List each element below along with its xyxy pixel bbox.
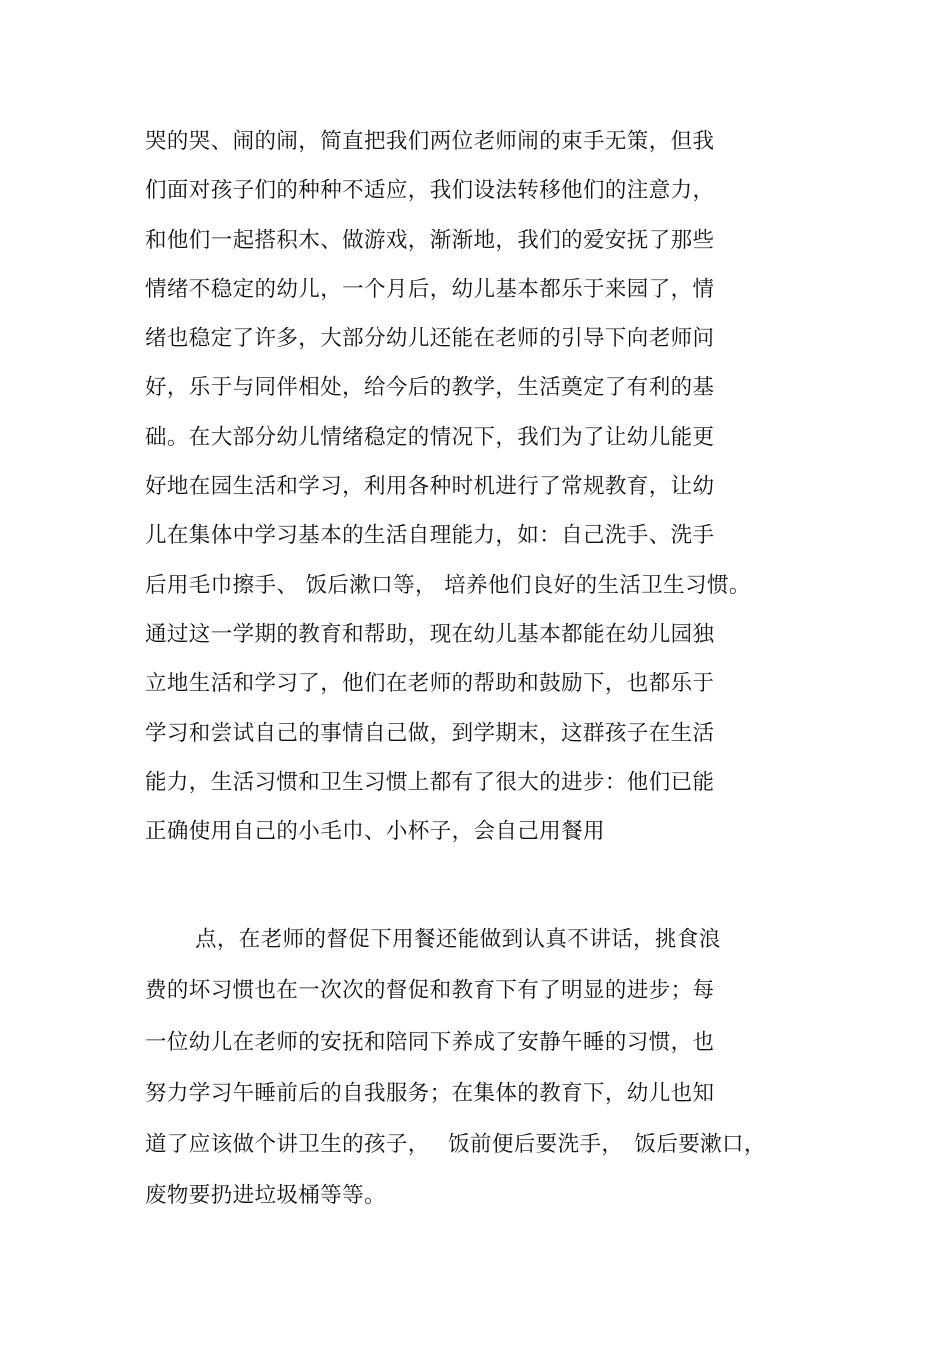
paragraph-1 bbox=[145, 124, 825, 863]
text-line: 绪也稳定了许多，大部分幼儿还能在老师的引导下向老师问 bbox=[145, 326, 715, 352]
text-line: 情绪不稳定的幼儿，一个月后，幼儿基本都乐于来园了，情 bbox=[145, 276, 715, 302]
text-line: 好地在园生活和学习，利用各种时机进行了常规教育，让幼 bbox=[145, 474, 715, 500]
text-line: 努力学习午睡前后的自我服务；在集体的教育下，幼儿也知 bbox=[145, 1080, 715, 1106]
text-line: 学习和尝试自己的事情自己做，到学期末，这群孩子在生活 bbox=[145, 720, 715, 746]
text-line: 好，乐于与同伴相处，给今后的教学，生活奠定了有利的基 bbox=[145, 375, 715, 401]
text-line: 立地生活和学习了，他们在老师的帮助和鼓励下，也都乐于 bbox=[145, 671, 715, 697]
text-line: 础。在大部分幼儿情绪稳定的情况下，我们为了让幼儿能更 bbox=[145, 424, 715, 450]
text-line: 点，在老师的督促下用餐还能做到认真不讲话，挑食浪 bbox=[195, 927, 721, 952]
text-line: 儿在集体中学习基本的生活自理能力，如：自己洗手、洗手 bbox=[145, 523, 715, 549]
text-line: 费的坏习惯也在一次次的督促和教育下有了明显的进步；每 bbox=[145, 978, 715, 1004]
text-line: 道了应该做个讲卫生的孩子， 饭前便后要洗手， 饭后要漱口， bbox=[145, 1132, 766, 1158]
text-line: 们面对孩子们的种种不适应，我们设法转移他们的注意力， bbox=[145, 178, 715, 204]
text-line: 正确使用自己的小毛巾、小杯子，会自己用餐用 bbox=[145, 819, 605, 845]
text-line: 废物要扔进垃圾桶等等。 bbox=[145, 1183, 386, 1209]
text-line: 通过这一学期的教育和帮助，现在幼儿基本都能在幼儿园独 bbox=[145, 621, 715, 647]
text-line: 一位幼儿在老师的安抚和陪同下养成了安静午睡的习惯，也 bbox=[145, 1029, 715, 1055]
text-line: 和他们一起搭积木、做游戏，渐渐地，我们的爱安抚了那些 bbox=[145, 227, 715, 253]
paragraph-2 bbox=[145, 922, 825, 1230]
text-line: 后用毛巾擦手、 饭后漱口等， 培养他们良好的生活卫生习惯。 bbox=[145, 572, 751, 598]
text-line: 能力，生活习惯和卫生习惯上都有了很大的进步：他们已能 bbox=[145, 769, 715, 795]
text-line: 哭的哭、闹的闹，简直把我们两位老师闹的束手无策，但我 bbox=[145, 129, 715, 154]
